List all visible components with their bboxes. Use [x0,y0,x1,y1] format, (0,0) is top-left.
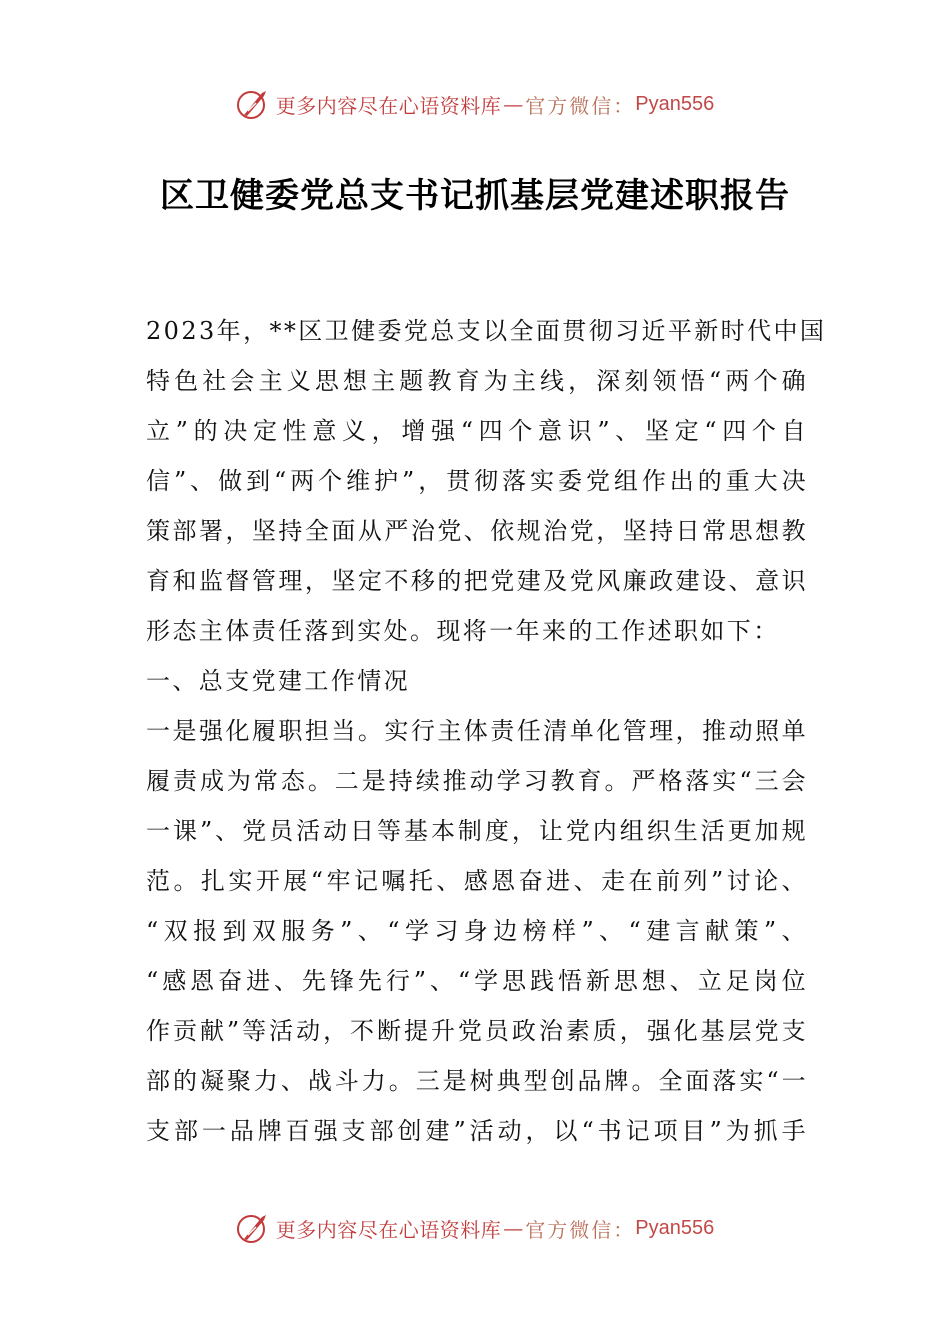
document-title: 区卫健委党总支书记抓基层党建述职报告 [160,176,790,216]
document-body [146,306,827,1156]
body-line: 部的凝聚力、战斗力。三是树典型创品牌。全面落实“一 [146,1067,808,1095]
quill-pen-logo-icon [236,1211,270,1245]
body-line: 2023年，**区卫健委党总支以全面贯彻习近平新时代中国 [146,317,827,345]
body-line: 一课”、党员活动日等基本制度，让党内组织生活更加规 [146,817,808,845]
banner-wechat-id: Pyan556 [635,1216,715,1239]
body-line: 范。扎实开展“牢记嘱托、感恩奋进、走在前列”讨论、 [146,867,808,895]
banner-dash: — [503,92,524,116]
body-line: “双报到双服务”、“学习身边榜样”、“建言献策”、 [146,917,808,945]
banner-main-text: 更多内容尽在心语资料库 [275,93,502,118]
body-line: 立”的决定性意义，增强“四个意识”、坚定“四个自 [146,417,808,445]
body-line: 履责成为常态。二是持续推动学习教育。严格落实“三会 [146,767,808,795]
body-line: 育和监督管理，坚定不移的把党建及党风廉政建设、意识 [146,567,808,595]
body-line: 策部署，坚持全面从严治党、依规治党，坚持日常思想教 [146,517,808,545]
banner-official-label: 官方微信： [525,1217,636,1242]
banner-wechat-id: Pyan556 [635,92,715,115]
banner-dash: — [503,1216,524,1240]
body-line: “感恩奋进、先锋先行”、“学思践悟新思想、立足岗位 [146,967,808,995]
body-line: 特色社会主义思想主题教育为主线，深刻领悟“两个确 [146,367,808,395]
body-line: 形态主体责任落到实处。现将一年来的工作述职如下： [146,617,780,645]
header-watermark-banner [0,82,950,126]
banner-official-label: 官方微信： [525,93,636,118]
body-line: 支部一品牌百强支部创建”活动，以“书记项目”为抓手 [146,1117,808,1145]
banner-main-text: 更多内容尽在心语资料库 [275,1217,502,1242]
body-line: 作贡献”等活动，不断提升党员政治素质，强化基层党支 [146,1017,808,1045]
quill-pen-logo-icon [236,87,270,121]
footer-watermark-banner [0,1206,950,1250]
body-line: 一是强化履职担当。实行主体责任清单化管理，推动照单 [146,717,808,745]
body-line: 信”、做到“两个维护”，贯彻落实委党组作出的重大决 [146,467,808,495]
section-heading: 一、总支党建工作情况 [146,667,410,695]
